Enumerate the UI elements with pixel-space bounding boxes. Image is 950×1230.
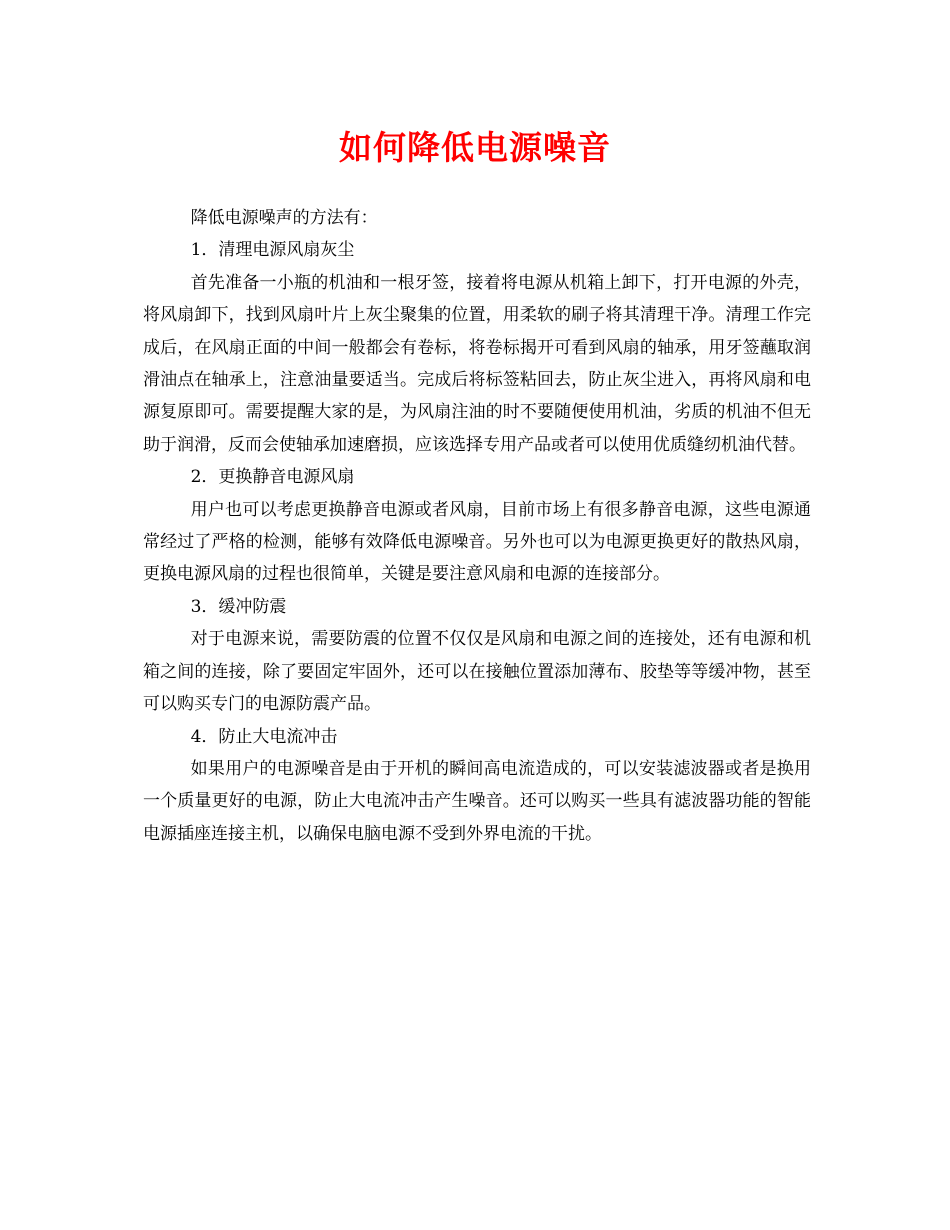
section-body-2: 用户也可以考虑更换静音电源或者风扇，目前市场上有很多静音电源，这些电源通常经过了严格的检测，能够有效降低电源噪音。另外也可以为电源更换更好的散热风扇，更换电源风扇的过程也很简单，关键是要注意风扇和电源的连接部分。 [143, 499, 811, 585]
section-heading-2: 2．更换静音电源风扇 [190, 467, 355, 488]
section-body-1: 首先准备一小瓶的机油和一根牙签，接着将电源从机箱上卸下，打开电源的外壳，将风扇卸下，找到风扇叶片上灰尘聚集的位置，用柔软的刷子将其清理干净。清理工作完成后，在风扇正面的中间一般都会有卷标，将卷标揭开可看到风扇的轴承，用牙签蘸取润滑油点在轴承上，注意油量要适当。完成后将标签粘回去，防止灰尘进入，再将风扇和电源复原即可。需要提醒大家的是，为风扇注油的时不要随便使用机油，劣质的机油不但无助于润滑，反而会使轴承加速磨损，应该选择专用产品或者可以使用优质缝纫机油代替。 [143, 272, 811, 455]
section-body-3: 对于电源来说，需要防震的位置不仅仅是风扇和电源之间的连接处，还有电源和机箱之间的连接，除了要固定牢固外，还可以在接触位置添加薄布、胶垫等等缓冲物，甚至可以购买专门的电源防震产品。 [143, 629, 811, 715]
section-heading-4: 4．防止大电流冲击 [190, 726, 338, 747]
document-title: 如何降低电源噪音 [339, 128, 611, 167]
section-heading-3: 3．缓冲防震 [190, 596, 287, 617]
section-heading-1: 1．清理电源风扇灰尘 [190, 240, 355, 261]
document-body [143, 202, 811, 850]
intro-paragraph: 降低电源噪声的方法有： [190, 208, 378, 228]
section-body-4: 如果用户的电源噪音是由于开机的瞬间高电流造成的，可以安装滤波器或者是换用一个质量更好的电源，防止大电流冲击产生噪音。还可以购买一些具有滤波器功能的智能电源插座连接主机，以确保电脑电源不受到外界电流的干扰。 [143, 758, 811, 844]
